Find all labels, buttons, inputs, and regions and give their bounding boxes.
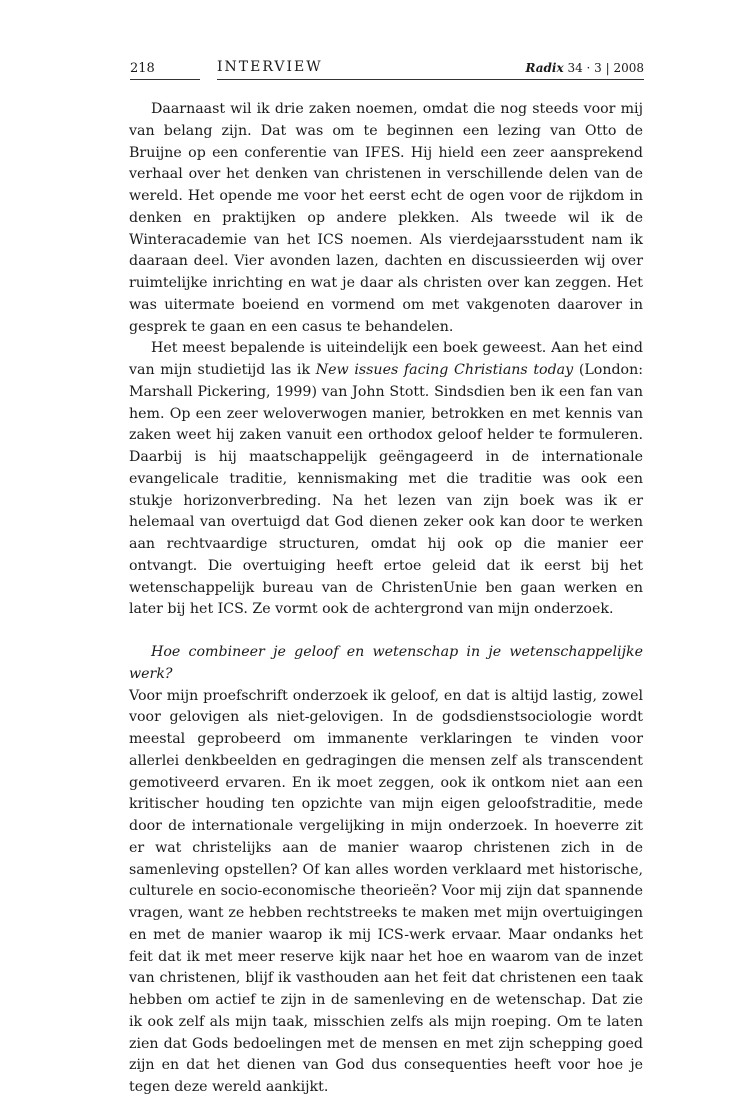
journal-issue: 34 · 3 | 2008 [567, 61, 644, 75]
paragraph-2 [129, 338, 643, 621]
paragraph-1: Daarnaast wil ik drie zaken noemen, omdat die nog steeds voor mij van belang zijn. Dat was om te beginnen een lezing van Otto de Bruijne op een conferentie van IFES. Hij hield een zeer aansprekend verhaal over het denken van christenen in verschillende delen van de wereld. Het opende me voor het eerst echt de ogen voor de rijkdom in denken en praktijken op andere plekken. Als tweede wil ik de Winteracademie van het ICS noemen. Als vierdejaarsstudent nam ik daaraan deel. Vier avonden lazen, dachten en discussieerden wij over ruimtelijke inrichting en wat je daar als christen over kan zeggen. Het was uitermate boeiend en vormend om met vakgenoten daarover in gesprek te gaan en een casus te behandelen. [129, 101, 643, 335]
interview-answer: Voor mijn proefschrift onderzoek ik geloof, en dat is altijd lastig, zowel voor gelovigen als niet-gelovigen. In de godsdienstsociologie wordt meestal geprobeerd om immanente verklaringen te vinden voor allerlei denkbeelden en gedragingen die mensen zelf als transcendent gemotiveerd ervaren. En ik moet zeggen, ook ik ontkom niet aan een kritischer houding ten opzichte van mijn eigen geloofstraditie, mede door de internationale vergelijking in mijn onderzoek. In hoeverre zit er wat christelijks aan de manier waarop christenen zich in de samenleving opstellen? Of kan alles worden verklaard met historische, culturele en socio-economische theorieën? Voor mij zijn dat spannende vragen, want ze hebben rechtstreeks te maken met mijn overtuigingen en met de manier waarop ik mij ICS-werk ervaar. Maar ondanks het feit dat ik met meer reserve kijk naar het hoe en waarom van de inzet van christenen, blijf ik vasthouden aan het feit dat christenen een taak hebben om actief te zijn in de samenleving en de wetenschap. Dat zie ik ook zelf als mijn taak, misschien zelfs als mijn roeping. Om te laten zien dat Gods bedoelingen met de mensen en met zijn schepping goed zijn en dat het dienen van God dus consequenties heeft voor hoe je tegen deze wereld aankijkt. [129, 687, 643, 1095]
section-title: INTERVIEW [217, 59, 323, 75]
journal-info [525, 61, 644, 75]
header-rule-right [217, 79, 644, 80]
article-body [129, 99, 643, 1099]
paragraph-2-after: (London: Marshall Pickering, 1999) van John Stott. Sindsdien ben ik een fan van hem. Op een zeer weloverwogen manier, betrokken en met kennis van zaken weet hij zaken vanuit een orthodox geloof helder te formuleren. Daarbij is hij maatschappelijk geëngageerd in de internationale evangelicale traditie, kennismaking met die traditie was ook een stukje horizonverbreding. Na het lezen van zijn boek was ik er helemaal van overtuigd dat God dienen zeker ook kan door te werken aan rechtvaardige structuren, omdat hij ook op die manier eer ontvangt. Die overtuiging heeft ertoe geleid dat ik eerst bij het wetenschappelijk bureau van de ChristenUnie ben gaan werken en later bij het ICS. Ze vormt ook de achtergrond van mijn onderzoek. [129, 362, 644, 618]
book-title: New issues facing Christians today [315, 362, 574, 378]
running-header [130, 58, 644, 82]
header-rule-left [130, 79, 200, 80]
journal-name: Radix [525, 61, 564, 75]
page-number: 218 [130, 61, 155, 76]
interview-question: Hoe combineer je geloof en wetenschap in je wetenschappelijke werk? [129, 644, 643, 682]
paragraph-2-before: Het meest bepalende is uiteindelijk een boek geweest. Aan het eind van mijn studietijd las ik [129, 340, 643, 378]
